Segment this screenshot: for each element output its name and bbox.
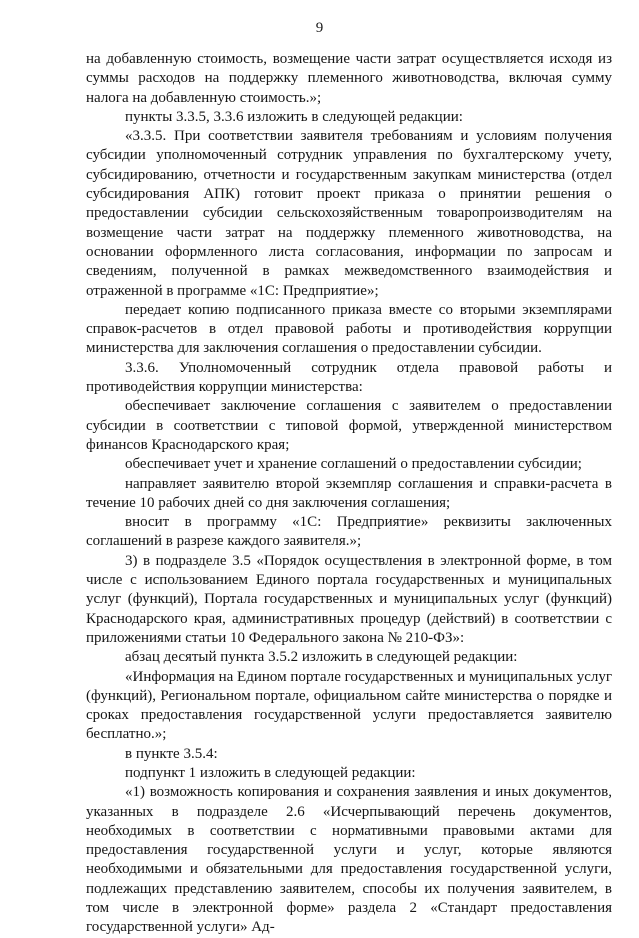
paragraph: пункты 3.3.5, 3.3.6 изложить в следующей редакции: [125,108,463,125]
paragraph: направляет заявителю второй экземпляр соглашения и справки-расчета в течение 10 рабочих дней со дня заключения соглашения; [86,475,612,511]
page-number: 9 [315,20,324,36]
paragraph: «Информация на Едином портале государственных и муниципальных услуг (функций), Региональном портале, официальном сайте министерства о порядке и сроках предоставления государственной услуги предоставляется заявителю бесплатно.»; [86,668,612,743]
paragraph: подпункт 1 изложить в следующей редакции: [125,764,416,781]
paragraph: в пункте 3.5.4: [125,745,218,762]
paragraph: «3.3.5. При соответствии заявителя требованиям и условиям получения субсидии уполномоченный сотрудник управления по бухгалтерскому учету, субсидированию, отчетности и государственным закупкам министерства (отдел субсидирования АПК) готовит проект приказа о принятии решения о предоставлении субсидии сельскохозяйственным товаропроизводителям на возмещение части затрат на поддержку племенного животноводства, на основании оформленного листа согласования, информации по запросам и сведениям, полученной в рамках межведомственного взаимодействия и отраженной в программе «1С: Предприятие»; [86,128,612,299]
paragraph: абзац десятый пункта 3.5.2 изложить в следующей редакции: [125,649,518,666]
paragraph: 3) в подразделе 3.5 «Порядок осуществления в электронной форме, в том числе с использованием Единого портала государственных и муниципальных услуг (функций), Портала государственных и муниципальных услуг (функций) Краснодарского края, административных процедур (действий) в соответствии с приложениями статьи 10 Федерального закона № 210-ФЗ»: [86,552,612,646]
document-body [86,50,612,938]
paragraph: 3.3.6. Уполномоченный сотрудник отдела правовой работы и противодействия коррупции министерства: [86,359,612,396]
paragraph: «1) возможность копирования и сохранения заявления и иных документов, указанных в подразделе 2.6 «Исчерпывающий перечень документов, необходимых в соответствии с нормативными правовыми актами для предоставления государственной услуги и услуг, которые являются необходимыми и обязательными для предоставления государственной услуги, подлежащих представлению заявителем, способы их получения заявителем, в том числе в электронной форме» раздела 2 «Стандарт предоставления государственной услуги» Ад- [86,784,612,936]
paragraph: обеспечивает заключение соглашения с заявителем о предоставлении субсидии в соответствии с типовой формой, утвержденной министерством финансов Краснодарского края; [86,398,612,453]
paragraph: на добавленную стоимость, возмещение части затрат осуществляется исходя из суммы расходов на поддержку племенного животноводства, включая сумму налога на добавленную стоимость.»; [86,51,612,106]
paragraph: вносит в программу «1С: Предприятие» реквизиты заключенных соглашений в разрезе каждого заявителя.»; [86,514,612,550]
paragraph: передает копию подписанного приказа вместе со вторыми экземплярами справок-расчетов в отдел правовой работы и противодействия коррупции министерства для заключения соглашения о предоставлении субсидии. [86,301,612,357]
paragraph: обеспечивает учет и хранение соглашений о предоставлении субсидии; [125,456,582,473]
